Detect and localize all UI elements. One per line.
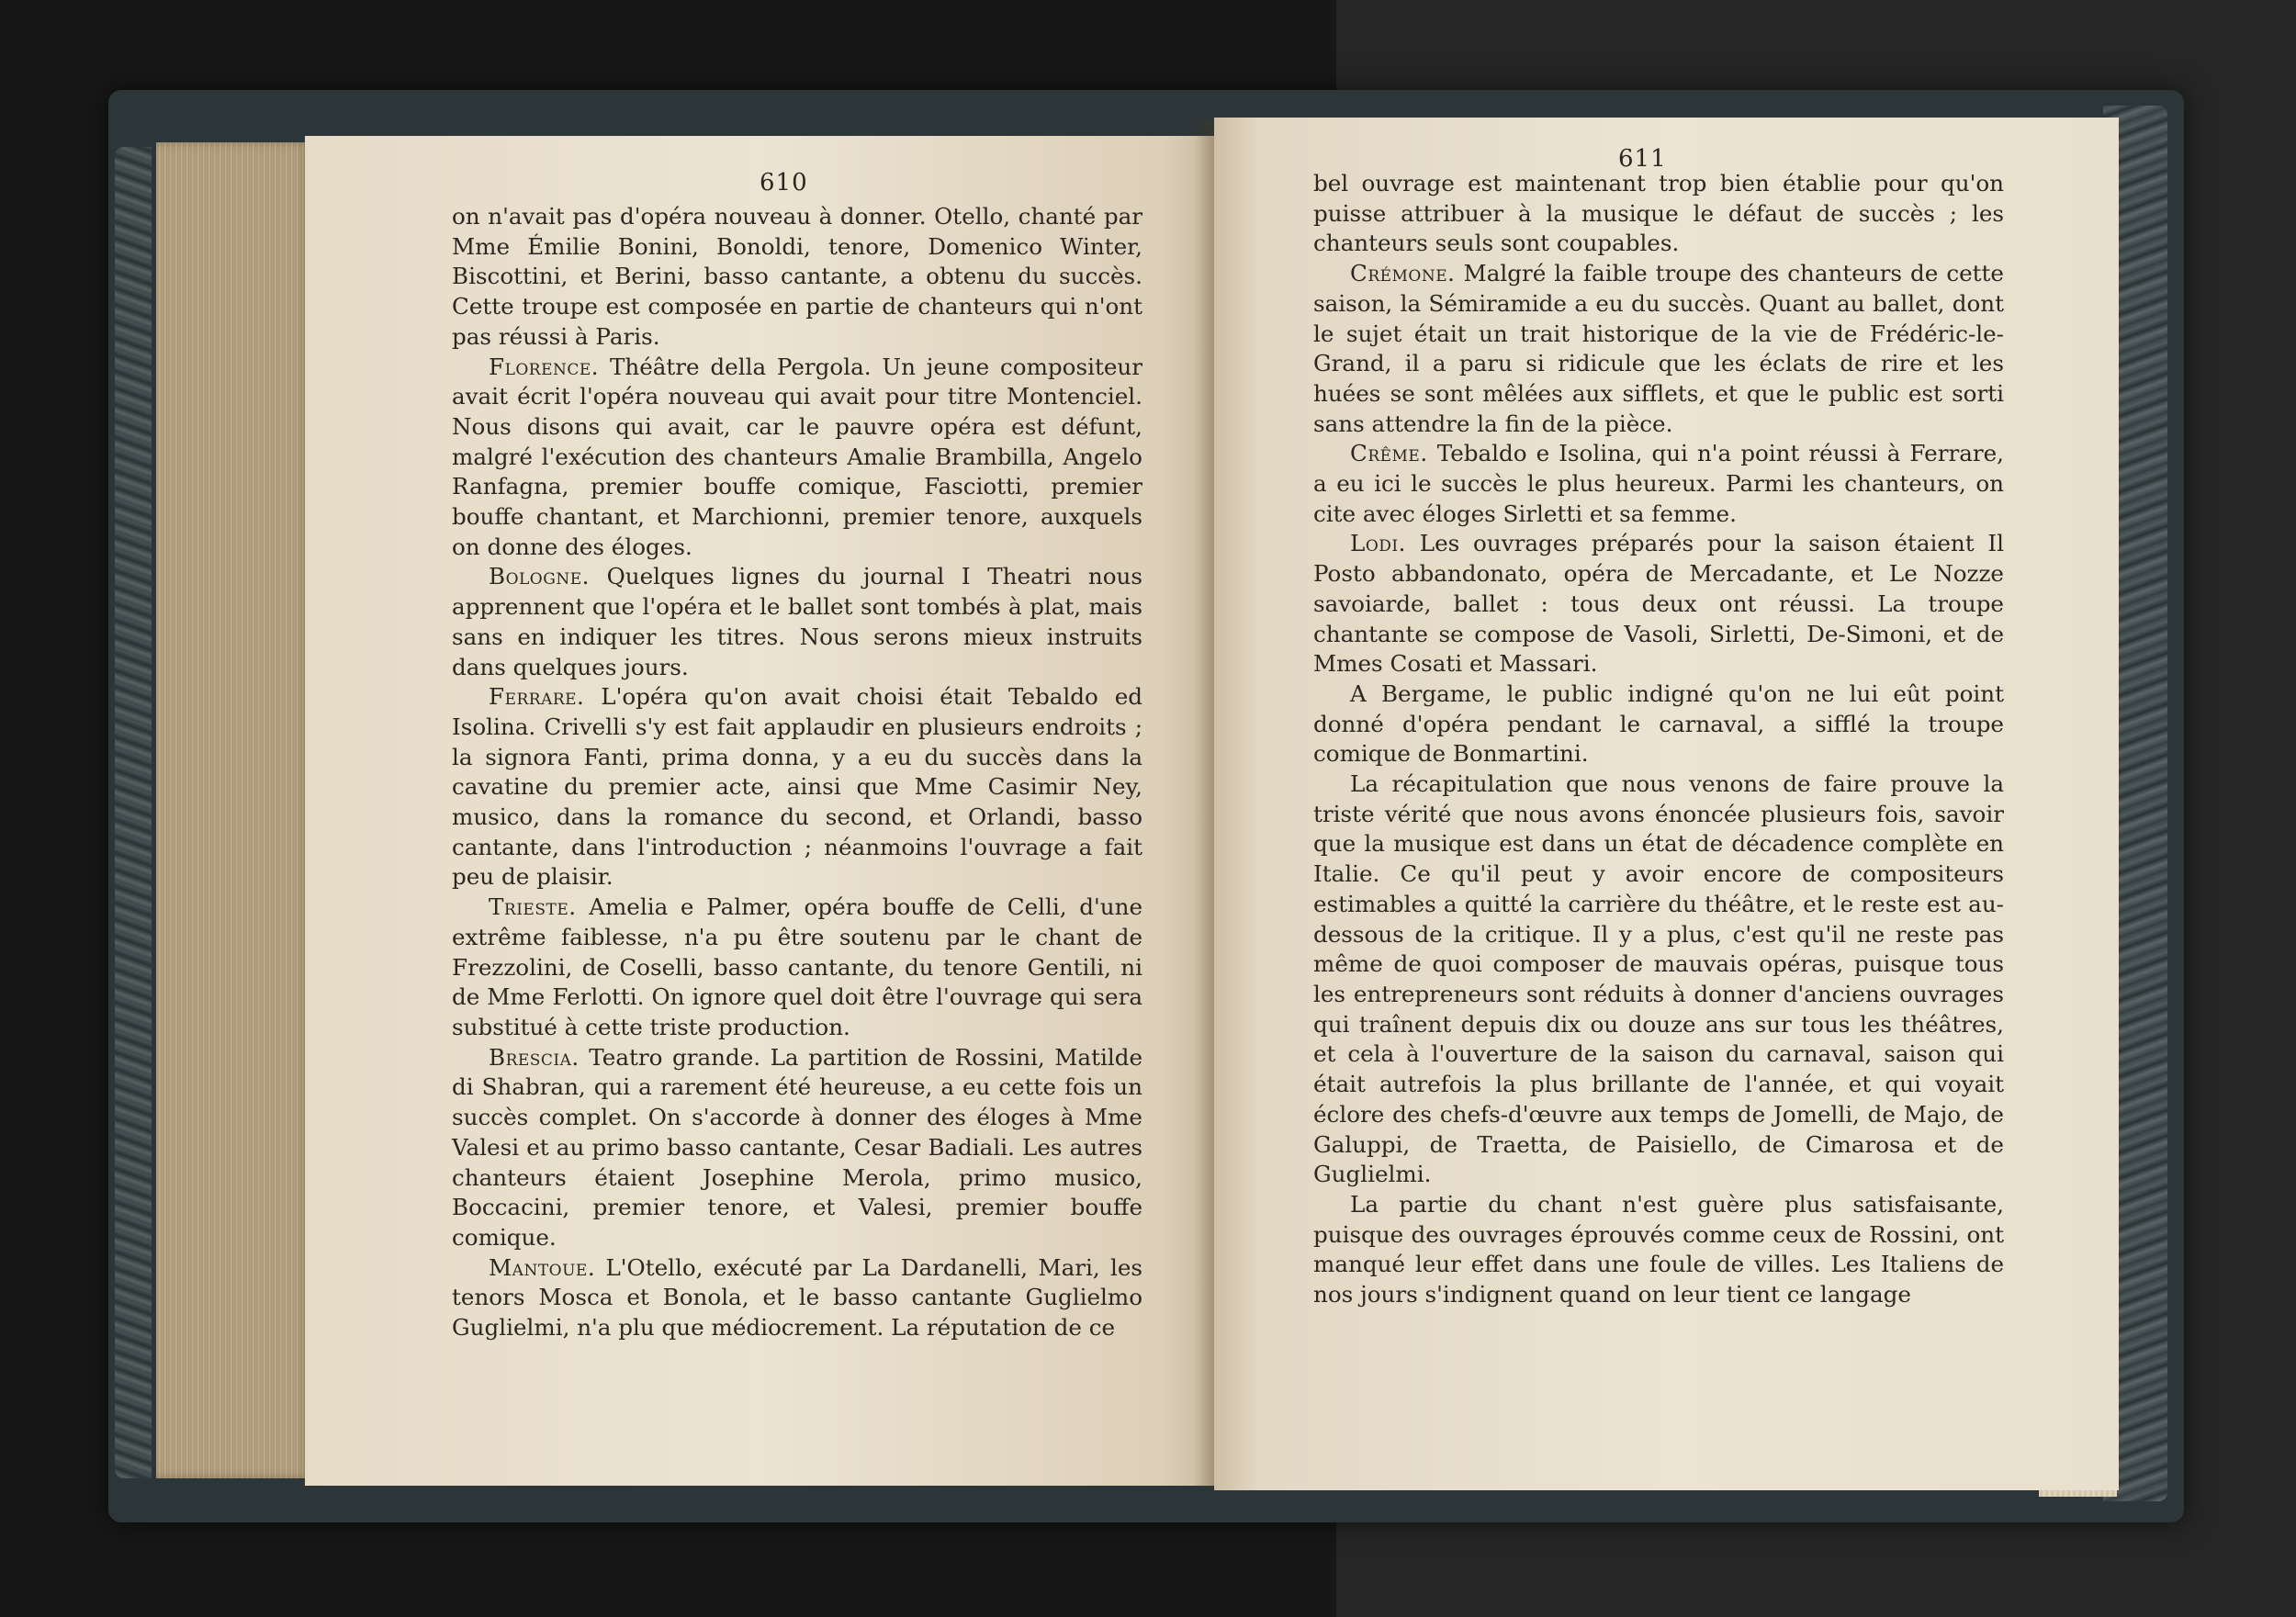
paragraph	[1313, 679, 2004, 769]
paragraph	[452, 562, 1142, 682]
paragraph-text: La récapitulation que nous venons de faire prouve la triste vérité que nous avons énoncée plusieurs fois, savoir que la musique est dans un état de décadence complète en Italie. Ce qu'il peut y avoir encore de compositeurs estimables a quitté la carrière du théâtre, et le reste est au-dessous de la critique. Il y a plus, c'est qu'il ne reste pas même de quoi composer de mauvais opéras, puisque tous les entrepreneurs sont réduits à donner d'anciens ouvrages qui traînent depuis dix ou douze ans sur tous les théâtres, et cela à l'ouverture de la saison du carnaval, saison qui était autrefois la plus brillante de l'année, et qui voyait éclore des chefs-d'œuvre aux temps de Jomelli, de Majo, de Galuppi, de Traetta, de Paisiello, de Cimarosa et de Guglielmi.	[1313, 770, 2004, 1188]
paragraph	[452, 1253, 1142, 1343]
paragraph-text: Amelia e Palmer, opéra bouffe de Celli, d'une extrême faiblesse, n'a pu être soutenu par le chant de Frezzolini, de Coselli, basso cantante, du tenore Gentili, ni de Mme Ferlotti. On ignore quel doit être l'ouvrage qui sera substitué à cette triste production.	[452, 893, 1142, 1040]
left-page-text	[452, 202, 1142, 1343]
section-heading: Bologne.	[489, 563, 590, 590]
paragraph	[1313, 439, 2004, 529]
left-page	[305, 136, 1216, 1486]
paragraph-text: L'opéra qu'on avait choisi était Tebaldo ed Isolina. Crivelli s'y est fait applaudir en plusieurs endroits ; la signora Fanti, prima donna, y a eu du succès dans la cavatine du premier acte, ainsi que Mme Casimir Ney, musico, dans la romance du second, et Orlandi, basso cantante, dans l'introduction ; néanmoins l'ouvrage a fait peu de plaisir.	[452, 683, 1142, 891]
paragraph-text: Tebaldo e Isolina, qui n'a point réussi à Ferrare, a eu ici le succès le plus heureux. Parmi les chanteurs, on cite avec éloges Sirletti et sa femme.	[1313, 440, 2004, 527]
section-heading: Florence.	[489, 353, 600, 380]
page-number-left: 610	[760, 169, 808, 197]
section-heading: Crême.	[1350, 440, 1428, 467]
paragraph-text: Quelques lignes du journal I Theatri nous apprennent que l'opéra et le ballet sont tombés à plat, mais sans en indiquer les titres. Nous serons mieux instruits dans quelques jours.	[452, 563, 1142, 680]
cover-marbled-edge-left	[115, 147, 152, 1478]
paragraph	[1313, 169, 2004, 259]
paragraph	[1313, 529, 2004, 679]
right-page-text	[1313, 169, 2004, 1310]
paragraph	[452, 1043, 1142, 1253]
section-heading: Crémone.	[1350, 260, 1456, 287]
page-number-right: 611	[1618, 145, 1667, 173]
paragraph-text: A Bergame, le public indigné qu'on ne lui eût point donné d'opéra pendant le carnaval, a sifflé la troupe comique de Bonmartini.	[1313, 679, 2004, 768]
paragraph	[452, 682, 1142, 893]
paragraph-text: Théâtre della Pergola. Un jeune compositeur avait écrit l'opéra nouveau qui avait pour titre Montenciel. Nous disons qui avait, car le pauvre opéra est défunt, malgré l'exécution des chanteurs Amalie Brambilla, Angelo Ranfagna, premier bouffe comique, Fasciotti, premier bouffe chantant, et Marchionni, premier tenore, auxquels on donne des éloges.	[452, 353, 1142, 560]
paragraph-text: Teatro grande. La partition de Rossini, Matilde di Shabran, qui a rarement été heureuse, a eu cette fois un succès complet. On s'accorde à donner des éloges à Mme Valesi et au primo basso cantante, Cesar Badiali. Les autres chanteurs étaient Josephine Merola, primo musico, Boccacini, premier tenore, et Valesi, premier bouffe comique.	[452, 1043, 1142, 1251]
paragraph-text: on n'avait pas d'opéra nouveau à donner. Otello, chanté par Mme Émilie Bonini, Bonoldi, tenore, Domenico Winter, Biscottini, et Berini, basso cantante, a obtenu du succès. Cette troupe est composée en partie de chanteurs qui n'ont pas réussi à Paris.	[452, 203, 1142, 350]
paragraph	[1313, 1190, 2004, 1310]
paragraph	[452, 893, 1142, 1043]
paragraph-text: La partie du chant n'est guère plus satisfaisante, puisque des ouvrages éprouvés comme ceux de Rossini, ont manqué leur effet dans une foule de villes. Les Italiens de nos jours s'indignent quand on leur tient ce langage	[1313, 1190, 2004, 1308]
section-heading: Ferrare.	[489, 683, 585, 711]
page-block-edge-left	[156, 142, 310, 1478]
section-heading: Trieste.	[489, 893, 577, 921]
paragraph	[452, 202, 1142, 353]
section-heading: Lodi.	[1350, 530, 1406, 557]
paragraph-text: bel ouvrage est maintenant trop bien établie pour qu'on puisse attribuer à la musique le défaut de succès ; les chanteurs seuls sont coupables.	[1313, 170, 2004, 257]
paragraph-text: Les ouvrages préparés pour la saison étaient Il Posto abbandonato, opéra de Mercadante, et Le Nozze savoiarde, ballet : tous deux ont réussi. La troupe chantante se compose de Vasoli, Sirletti, De-Simoni, et de Mmes Cosati et Massari.	[1313, 530, 2004, 678]
right-page	[1214, 118, 2119, 1490]
paragraph	[1313, 769, 2004, 1190]
paragraph	[1313, 259, 2004, 439]
paragraph-text: Malgré la faible troupe des chanteurs de cette saison, la Sémiramide a eu du succès. Quant au ballet, dont le sujet était un trait historique de la vie de Frédéric-le-Grand, il a paru si ridicule que les éclats de rire et les huées se sont mêlées aux sifflets, et que le public est sorti sans attendre la fin de la pièce.	[1313, 260, 2004, 437]
paragraph-text: L'Otello, exécuté par La Dardanelli, Mari, les tenors Mosca et Bonola, et le basso cantante Guglielmo Guglielmi, n'a plu que médiocrement. La réputation de ce	[452, 1253, 1142, 1342]
section-heading: Brescia.	[489, 1043, 580, 1071]
paragraph	[452, 353, 1142, 563]
section-heading: Mantoue.	[489, 1253, 596, 1281]
